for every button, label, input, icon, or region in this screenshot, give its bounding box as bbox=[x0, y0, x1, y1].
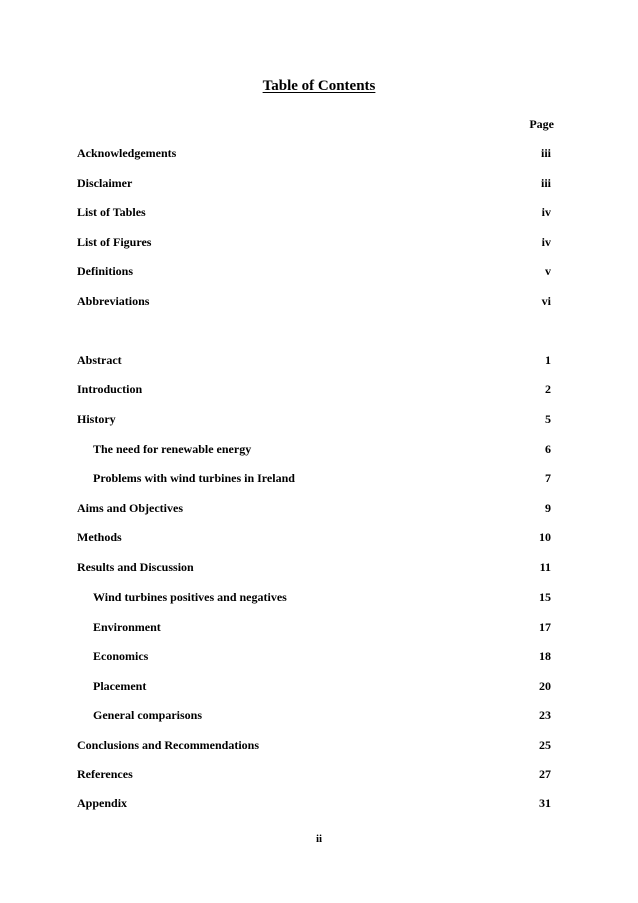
toc-entry-label: Abstract bbox=[77, 353, 122, 367]
toc-entry bbox=[77, 292, 551, 310]
toc-entry-page: iii bbox=[540, 176, 551, 190]
toc-entry bbox=[77, 558, 551, 576]
toc-entry bbox=[77, 233, 551, 251]
toc-entry-page: 7 bbox=[545, 471, 551, 485]
toc-entry-label: Disclaimer bbox=[77, 176, 133, 190]
toc-entry bbox=[77, 736, 551, 754]
toc-entry bbox=[77, 351, 551, 369]
toc-entry-page: 20 bbox=[539, 679, 551, 693]
toc-entry bbox=[77, 410, 551, 428]
toc-entry-label: Abbreviations bbox=[77, 294, 150, 308]
toc-entry bbox=[93, 588, 551, 606]
toc-entry-label: Conclusions and Recommendations bbox=[77, 738, 260, 752]
toc-entry-label: Definitions bbox=[77, 264, 134, 278]
toc-entry-label: The need for renewable energy bbox=[93, 442, 252, 456]
toc-entry-page: 18 bbox=[539, 649, 551, 663]
toc-entry-label: Acknowledgements bbox=[77, 146, 177, 160]
toc-entry-label: Economics bbox=[93, 649, 149, 663]
toc-entry-page: iii bbox=[540, 146, 551, 160]
toc-entry-label: List of Tables bbox=[77, 205, 146, 219]
toc-entry bbox=[77, 144, 551, 162]
page-title: Table of Contents bbox=[262, 78, 376, 94]
toc-entry bbox=[77, 262, 551, 280]
toc-entry-page: iv bbox=[541, 235, 551, 249]
toc-entry-label: Results and Discussion bbox=[77, 560, 194, 574]
toc-entry bbox=[77, 203, 551, 221]
toc-entry bbox=[77, 499, 551, 517]
toc-entry bbox=[93, 647, 551, 665]
toc-entry bbox=[77, 794, 551, 812]
toc-entry-page: vi bbox=[541, 294, 551, 308]
toc-entry-page: 2 bbox=[545, 382, 551, 396]
toc-entry-page: v bbox=[545, 264, 551, 278]
toc-entry-page: 9 bbox=[545, 501, 551, 515]
toc-entry bbox=[77, 528, 551, 546]
toc-entry-label: Aims and Objectives bbox=[77, 501, 183, 515]
toc-entry-page: 25 bbox=[539, 738, 551, 752]
toc-entry-label: History bbox=[77, 412, 116, 426]
toc-entry-page: 5 bbox=[545, 412, 551, 426]
toc-entry-label: Problems with wind turbines in Ireland bbox=[93, 471, 295, 485]
toc-entry bbox=[93, 469, 551, 487]
toc-entry-label: General comparisons bbox=[93, 708, 202, 722]
toc-entry-page: 10 bbox=[539, 530, 551, 544]
toc-entry-label: Appendix bbox=[77, 796, 128, 810]
toc-entry-page: 27 bbox=[539, 767, 551, 781]
toc-entry-page: 1 bbox=[545, 353, 551, 367]
toc-entry bbox=[77, 765, 551, 783]
toc-entry bbox=[93, 618, 551, 636]
toc-entry-page: 11 bbox=[539, 560, 551, 574]
toc-entry bbox=[93, 677, 551, 695]
toc-entry-page: 31 bbox=[539, 796, 551, 810]
toc-entry bbox=[93, 706, 551, 724]
toc-entry-page: 6 bbox=[545, 442, 551, 456]
footer-page-number: ii bbox=[315, 833, 323, 845]
toc-entry-label: List of Figures bbox=[77, 235, 152, 249]
toc-entry bbox=[77, 174, 551, 192]
toc-entry-page: 23 bbox=[539, 708, 551, 722]
page-column-heading: Page bbox=[529, 117, 554, 131]
toc-entry bbox=[93, 440, 551, 458]
toc-entry-label: Methods bbox=[77, 530, 122, 544]
toc-entry-label: Introduction bbox=[77, 382, 143, 396]
toc-entry-label: References bbox=[77, 767, 133, 781]
toc-entry-label: Wind turbines positives and negatives bbox=[93, 590, 287, 604]
toc-entry-label: Environment bbox=[93, 620, 161, 634]
toc-entry bbox=[77, 380, 551, 398]
toc-entry-page: 17 bbox=[539, 620, 551, 634]
toc-entry-label: Placement bbox=[93, 679, 147, 693]
toc-entry-page: 15 bbox=[539, 590, 551, 604]
toc-entry-page: iv bbox=[541, 205, 551, 219]
